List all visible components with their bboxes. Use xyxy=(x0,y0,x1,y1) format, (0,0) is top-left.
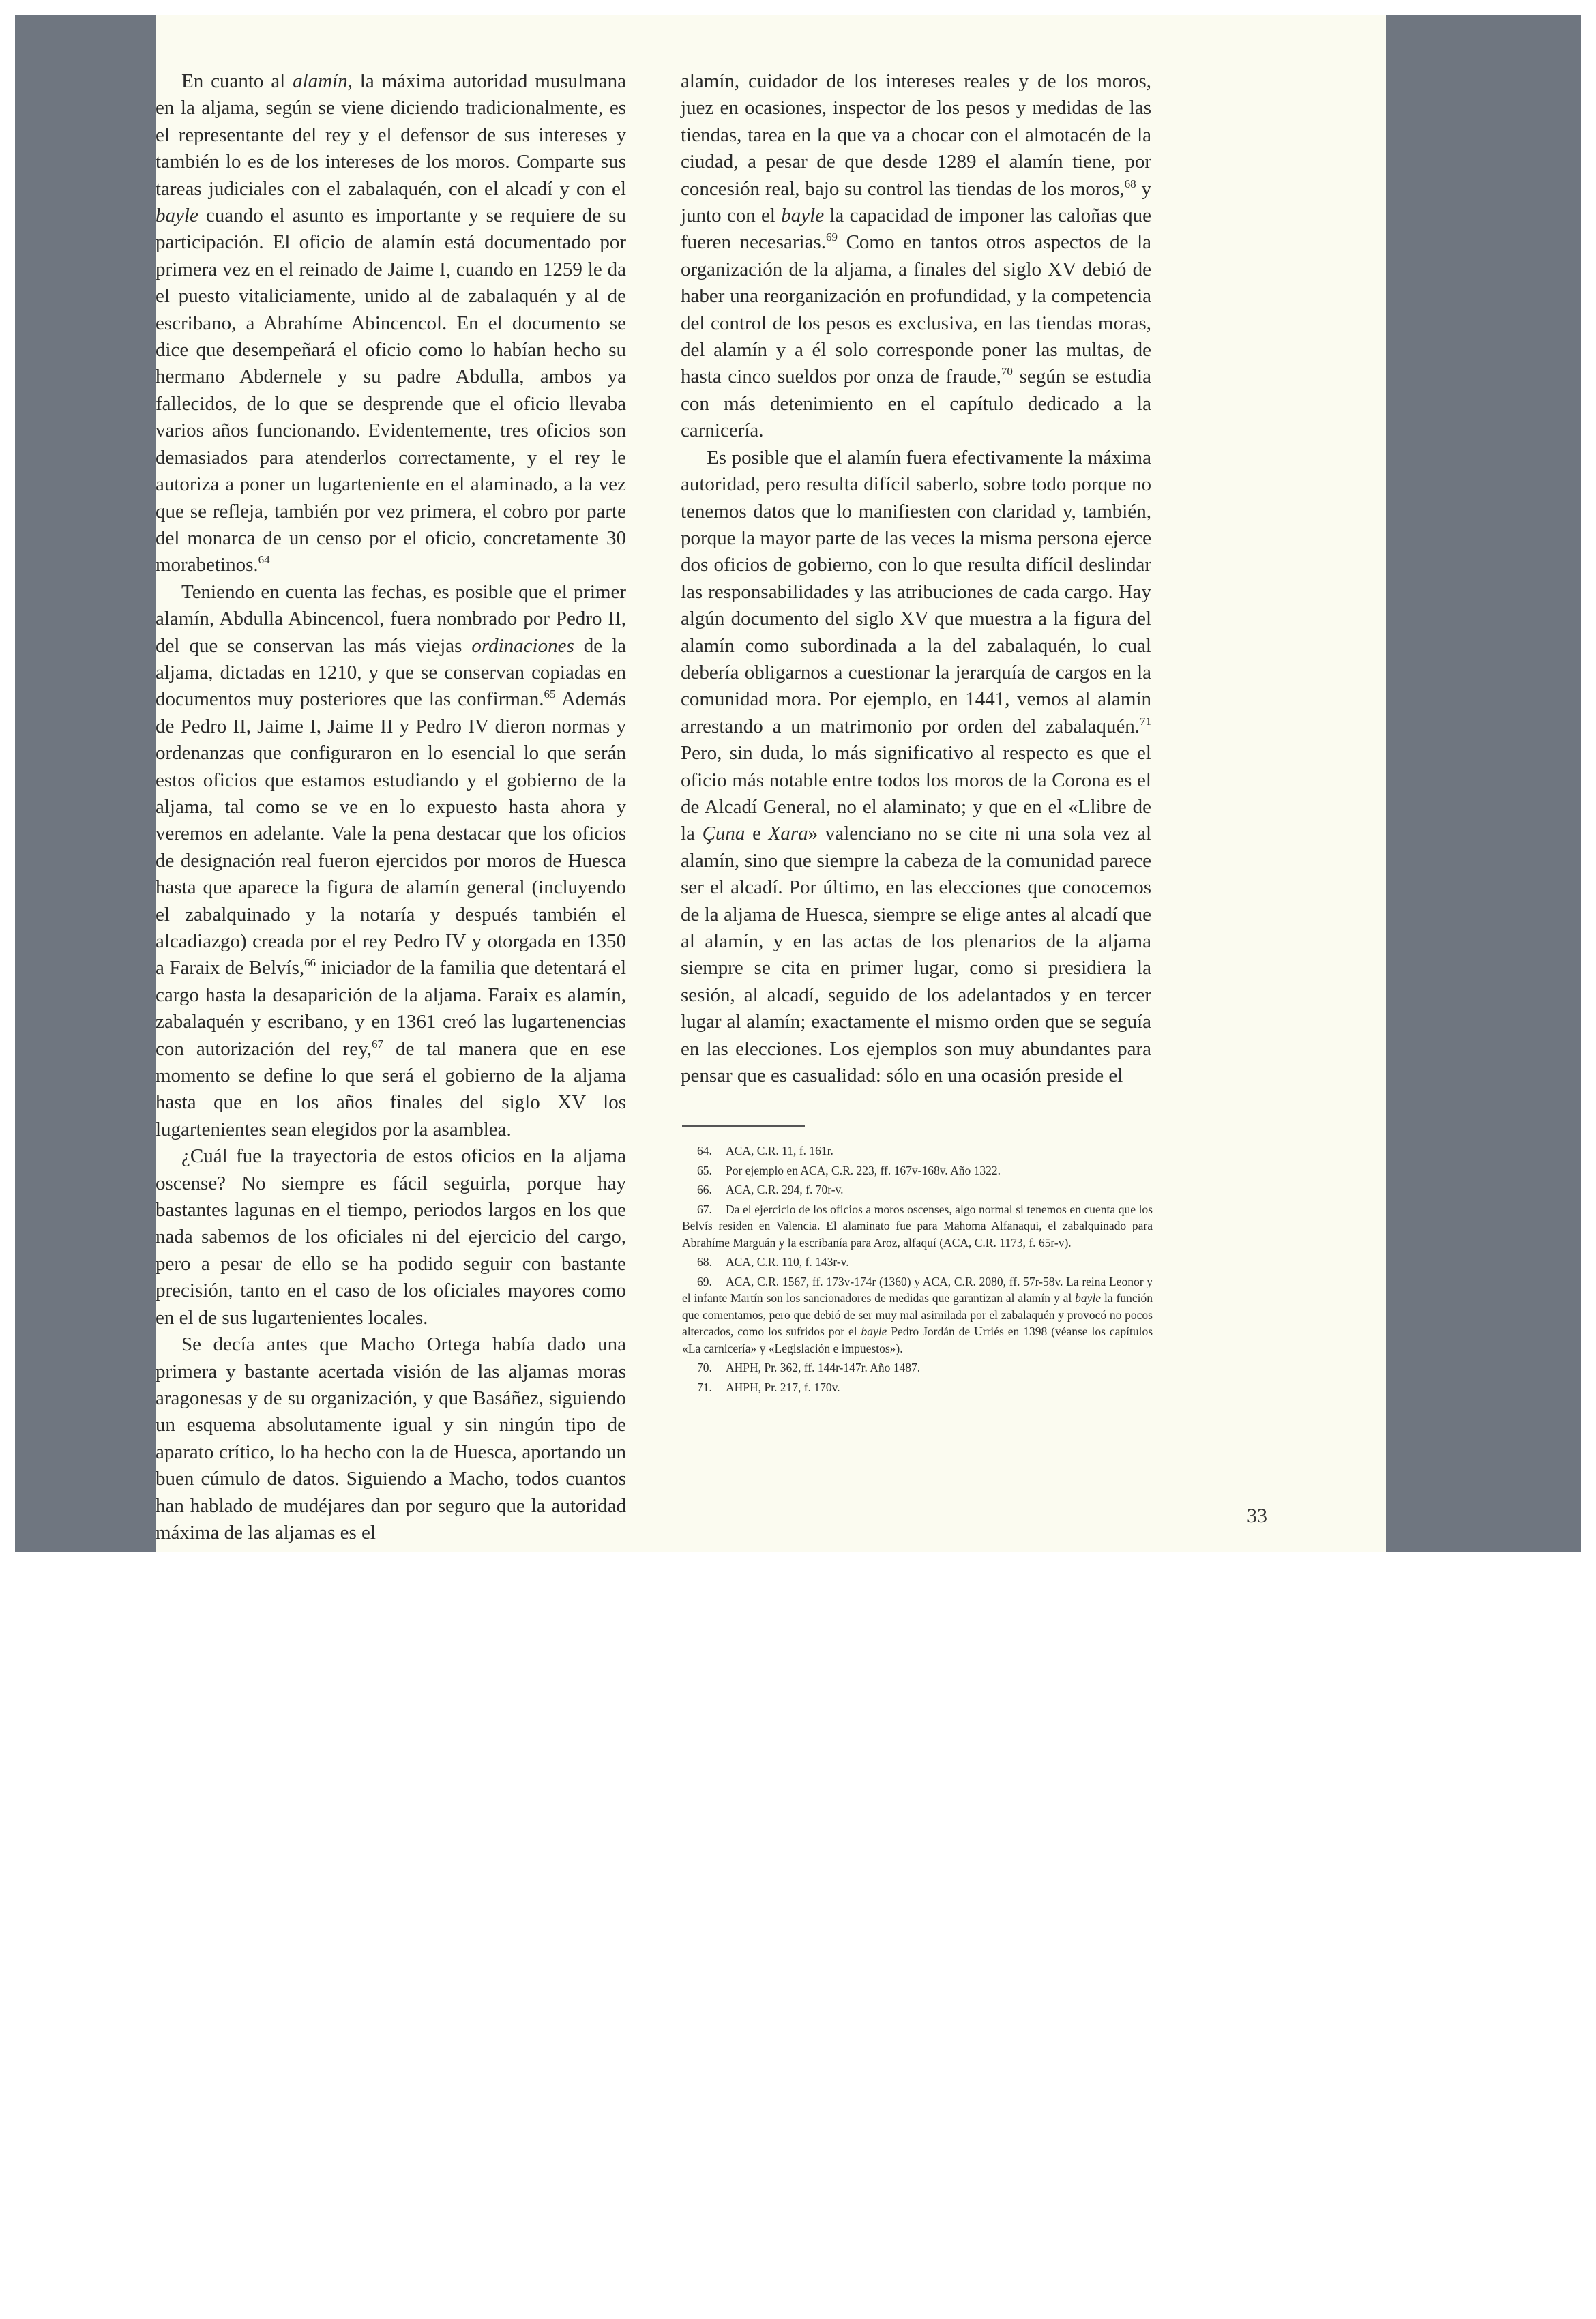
footnote-number: 67. xyxy=(697,1202,712,1216)
footnote-ref: 66 xyxy=(304,956,316,970)
footnote-number: 64. xyxy=(697,1144,712,1157)
footnote-number: 71. xyxy=(697,1380,712,1394)
footnote-ref: 67 xyxy=(372,1037,384,1050)
footnote-ref: 70 xyxy=(1001,365,1013,379)
footnote: 71. AHPH, Pr. 217, f. 170v. xyxy=(682,1379,1153,1396)
paragraph: Se decía antes que Macho Ortega había dado una primera y bastante acertada visión de las aljamas moras aragonesas y de su organización, y que Basáñez, siguiendo un esquema absolutamente igual y sin ningún tipo de aparato crítico, lo ha hecho con la de Huesca, aportando un buen cúmulo de datos. Siguiendo a Macho, todos cuantos han hablado de mudéjares dan por seguro que la autoridad máxima de las aljamas es el xyxy=(156,1333,626,1543)
italic-term: alamín xyxy=(293,70,348,92)
footnote-number: 66. xyxy=(697,1183,712,1196)
italic-term: bayle xyxy=(1075,1291,1102,1305)
left-text-column xyxy=(156,68,626,1546)
italic-term: ordinaciones xyxy=(471,634,574,657)
paragraph: Teniendo en cuenta las fechas, es posible que el primer alamín, Abdulla Abincencol, fuera nombrado por Pedro II, del que se conservan las más viejas ordinaciones de la aljama, dictadas en 1210, y que se conservan copiadas en documentos muy posteriores que las confirman.$^{65}$ Además de Pedro II, Jaime I, Jaime II y Pedro IV dieron normas y ordenanzas que configuraron en lo esencial lo que serán estos oficios que estamos estudiando y el gobierno de la aljama, tal como se ve en lo expuesto hasta ahora y veremos en adelante. Vale la pena destacar que los oficios de designación real fueron ejercidos por moros de Huesca hasta que aparece la figura de alamín general (incluyendo el zabalquinado y la notaría y después también el alcadiazgo) creada por el rey Pedro IV y otorgada en 1350 a Faraix de Belvís,$^{66}$ iniciador de la familia que detentará el cargo hasta la desaparición de la aljama. Faraix es alamín, zabalaquén y escribano, y en 1361 creó las lugartenencias con autorización del rey,$^{67}$ de tal manera que en ese momento se define lo que será el gobierno de la aljama hasta que en los años finales del siglo XV los lugartenientes sean elegidos por la asamblea. xyxy=(156,580,627,1140)
footnote-ref: 68 xyxy=(1124,177,1136,190)
italic-term: Çuna xyxy=(702,823,745,845)
paragraph: ¿Cuál fue la trayectoria de estos oficios en la aljama oscense? No siempre es fácil seguirla, porque hay bastantes lagunas en el tiempo, periodos largos en los que nada sabemos de los oficiales ni del ejercicio del cargo, pero a pesar de ello se ha podido seguir con bastante precisión, tanto en el caso de los oficiales mayores como en el de sus lugartenientes locales. xyxy=(156,1145,626,1329)
italic-term: bayle xyxy=(156,205,198,227)
paragraph: Es posible que el alamín fuera efectivamente la máxima autoridad, pero resulta difícil saberlo, sobre todo porque no tenemos datos que lo manifiesten con claridad y, también, porque la mayor parte de las veces la misma persona ejerce dos oficios de gobierno, con lo que resulta difícil deslindar las responsabilidades y las atribuciones de cada cargo. Hay algún documento del siglo XV que muestra a la figura del alamín como subordinada a la del zabalaquén, lo cual debería obligarnos a cuestionar la jerarquía de cargos en la comunidad mora. Por ejemplo, en 1441, vemos al alamín arrestando a un matrimonio por orden del zabalaquén.$^{71}$ Pero, sin duda, lo más significativo al respecto es que el oficio más notable entre todos los moros de la Corona es el de Alcadí General, no el alaminato; y que en el «Llibre de la Çuna e Xara» valenciano no se cite ni una sola vez al alamín, sino que siempre la cabeza de la comunidad parece ser el alcadí. Por último, en las elecciones que conocemos de la aljama de Huesca, siempre se elige antes al alcadí que al alamín, y en las actas de los plenarios de la aljama siempre se cita en primer lugar, como si presidiera la sesión, al alcadí, seguido de los adelantados y en tercer lugar al alamín; exactamente el mismo orden que se seguía en las elecciones. Los ejemplos son muy abundantes para pensar que es casualidad: sólo en una ocasión preside el xyxy=(681,446,1152,1087)
paragraph: En cuanto al alamín, la máxima autoridad musulmana en la aljama, según se viene diciendo tradicionalmente, es el representante del rey y el defensor de sus intereses y también lo es de los intereses de los moros. Comparte sus tareas judiciales con el zabalaquén, con el alcadí y con el bayle cuando el asunto es importante y se requiere de su participación. El oficio de alamín está documentado por primera vez en el reinado de Jaime I, cuando en 1259 le da el puesto vitaliciamente, unido al de zabalaquén y al de escribano, a Abrahíme Abincencol. En el documento se dice que desempeñará el oficio como lo habían hecho su hermano Abdernele y su padre Abdulla, ambos ya fallecidos, de lo que se desprende que el oficio llevaba varios años funcionando. Evidentemente, tres oficios son demasiados para atenderlos correctamente, y el rey le autoriza a poner un lugarteniente en el alaminado, a la vez que se refleja, también por vez primera, el cobro por parte del monarca de un censo por el oficio, concretamente 30 morabetinos.$^{64}$ xyxy=(156,70,626,576)
footnote: 67. Da el ejercicio de los oficios a moros oscenses, algo normal si tenemos en cuenta que los Belvís residen en Valencia. El alaminato fue para Mahoma Alfanaqui, el zabalquinado para Abrahíme Marguán y la escribanía para Aroz, alfaquí (ACA, C.R. 1173, f. 65r-v). xyxy=(682,1202,1153,1250)
footnote-number: 70. xyxy=(697,1361,712,1374)
footnote-number: 65. xyxy=(697,1163,712,1177)
italic-term: bayle xyxy=(781,205,825,227)
italic-term: Xara xyxy=(768,823,808,845)
footnotes xyxy=(682,1142,1153,1398)
paragraph: alamín, cuidador de los intereses reales y de los moros, juez en ocasiones, inspector de los pesos y medidas de las tiendas, tarea en la que va a chocar con el almotacén de la ciudad, a pesar de que desde 1289 el alamín tiene, por concesión real, bajo su control las tiendas de los moros,$^{68}$ y junto con el bayle la capacidad de imponer las caloñas que fueren necesarias.$^{69}$ Como en tantos otros aspectos de la organización de la aljama, a finales del siglo XV debió de haber una reorganización en profundidad, y la competencia del control de los pesos es exclusiva, en las tiendas moras, del alamín y a él solo corresponde poner las multas, de hasta cinco sueldos por onza de fraude,$^{70}$ según se estudia con más detenimiento en el capítulo dedicado a la carnicería. xyxy=(681,70,1151,442)
right-text-column xyxy=(681,68,1151,1089)
footnote-number: 68. xyxy=(697,1255,712,1269)
footnote-ref: 64 xyxy=(258,553,270,567)
page-number: 33 xyxy=(1247,1505,1267,1527)
footnote: 64. ACA, C.R. 11, f. 161r. xyxy=(682,1142,1153,1160)
italic-term: bayle xyxy=(861,1325,887,1338)
footnote-separator xyxy=(682,1125,805,1127)
footnote: 70. AHPH, Pr. 362, ff. 144r-147r. Año 1487. xyxy=(682,1359,1153,1376)
footnote-ref: 71 xyxy=(1140,714,1151,728)
footnote: 65. Por ejemplo en ACA, C.R. 223, ff. 167v-168v. Año 1322. xyxy=(682,1162,1153,1179)
footnote: 66. ACA, C.R. 294, f. 70r-v. xyxy=(682,1181,1153,1198)
footnote: 68. ACA, C.R. 110, f. 143r-v. xyxy=(682,1254,1153,1271)
footnote-number: 69. xyxy=(697,1274,712,1288)
footnote: 69. ACA, C.R. 1567, ff. 173v-174r (1360) y ACA, C.R. 2080, ff. 57r-58v. La reina Leonor y el infante Martín son los sancionadores de medidas que garantizan al alamín y al bayle la función que comentamos, pero que debió de ser muy mal asimilada por el zabalaquén y provocó no pocos altercados, como los sufridos por el bayle Pedro Jordán de Urriés en 1398 (véanse los capítulos «La carnicería» y «Legislación e impuestos»). xyxy=(682,1274,1153,1355)
footnote-ref: 65 xyxy=(544,688,556,701)
footnote-ref: 69 xyxy=(826,231,838,244)
